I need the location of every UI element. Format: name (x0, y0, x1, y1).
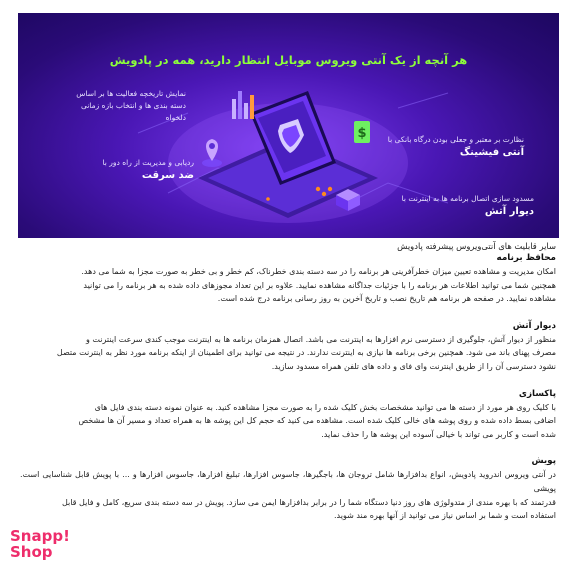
product-banner (18, 13, 559, 238)
section-heading-firewall: دیوار آتش (512, 320, 556, 331)
paragraph-line: استفاده است و شما بر اساس نیاز می توانید از آنها بهره مند شوید. (333, 511, 556, 521)
feature-history (76, 88, 186, 124)
paragraph-line: قدرتمند که با بهره مندی از متدولوژی های روز دنیا دستگاه شما را در برابر بدافزارها ایمن می سازد. پویش در سه دسته بندی سریع، کامل و فایل قابل (61, 497, 556, 507)
feature-anti-phishing-text: نظارت بر معتبر و جعلی بودن درگاه بانکی با (387, 135, 524, 144)
section-body-firewall (20, 333, 556, 374)
paragraph-line: در آنتی ویروس اندروید پادویش، انواع بدافزارها شامل تروجان ها، باجگیرها، جاسوس افزارها، تبلیغ افزارها، جاسوس افزارها و ... با پویش قابل شناسایی است. پویشی (20, 470, 556, 493)
snappshop-logo[interactable] (10, 528, 70, 568)
feature-anti-theft-title: ضد سرقت (141, 170, 194, 181)
paragraph-line: امکان مدیریت و مشاهده تعیین میزان خطرآفرینی هر برنامه را در سه دسته بندی خطرناک، کم خطر و بی خطر به صورت مجزا به شما می دهد. (81, 267, 556, 276)
paragraph-line: مصرف پهنای باند می شود. همچنین برخی برنامه ها نیازی به اینترنت ندارند. در نتیجه می توانید برای اطمینان از اینکه برنامه مورد نظر به اینترنت متصل (56, 348, 556, 358)
paragraph-line: اضافی بسط داده شده و روی پوشه های خالی کلیک شده است. مشاهده می کنید که حجم کل این پوشه ها به همراه تعداد و مسیر آن ها مشخص (78, 416, 556, 426)
feature-firewall-title: دیوار آتش (484, 206, 534, 217)
section-body-cleanup (20, 401, 556, 442)
paragraph-line: مشاهده نمایید. در صفحه هر برنامه هم تاریخ نصب و تاریخ آخرین به روز رسانی برنامه درج شده است. (217, 294, 556, 304)
feature-history-text: نمایش تاریخچه فعالیت ها بر اساس دسته بندی ها و انتخاب بازه زمانی دلخواه (76, 89, 186, 122)
section-heading-cleanup: پاکسازی (518, 388, 556, 399)
product-description (20, 240, 556, 523)
feature-firewall-text: مسدود سازی اتصال برنامه ها به اینترنت با (401, 194, 534, 203)
feature-anti-theft-text: ردیابی و مدیریت از راه دور با (102, 158, 194, 167)
paragraph-line: همچنین شما می توانید اطلاعات هر برنامه را با جزئیات جداگانه مشاهده نمایید. علاوه بر این تعداد مجوزهای داده شده به هر برنامه را می توانید (83, 280, 556, 290)
paragraph-line: با کلیک روی هر مورد از دسته ها می توانید مشخصات بخش کلیک شده را به صورت مجزا مشاهده کنید. به عنوان نمونه دسته بندی فایل های (94, 402, 556, 412)
dollar-icon (354, 121, 370, 143)
feature-anti-phishing-title: آنتی فیشینگ (459, 147, 524, 158)
section-body-scan (20, 468, 556, 522)
svg-text:$: $ (357, 126, 367, 141)
section-heading-scan: پویش (531, 456, 556, 467)
logo-line-1: Snapp! (10, 527, 70, 545)
feature-anti-phishing (374, 134, 524, 160)
paragraph-line: نشود دسترسی آن را از طریق اینترنت وای فای و داده های تلفن همراه مسدود سازید. (271, 361, 556, 371)
section-body-app-protector (20, 265, 556, 306)
feature-anti-theft (84, 157, 194, 183)
paragraph-line: منظور از دیوار آتش، جلوگیری از دسترسی نرم افزارها به اینترنت می باشد. اتصال همزمان برنامه ها به اینترنت موجب کندی سرعت اینترنت و (86, 334, 556, 344)
image-caption: سایر قابلیت های آنتی‌ویروس پیشرفته پادویش (397, 241, 556, 251)
logo-line-2: Shop (10, 543, 53, 561)
banner-title: هر آنچه از یک آنتی ویروس موبایل انتظار دارید، همه در پادویش (109, 53, 468, 67)
paragraph-line: شده است و کاربر می تواند با خیالی آسوده این پوشه ها را حذف نماید. (321, 429, 556, 439)
feature-firewall (344, 193, 534, 219)
section-heading-app-protector: محافظ برنامه (496, 253, 556, 263)
